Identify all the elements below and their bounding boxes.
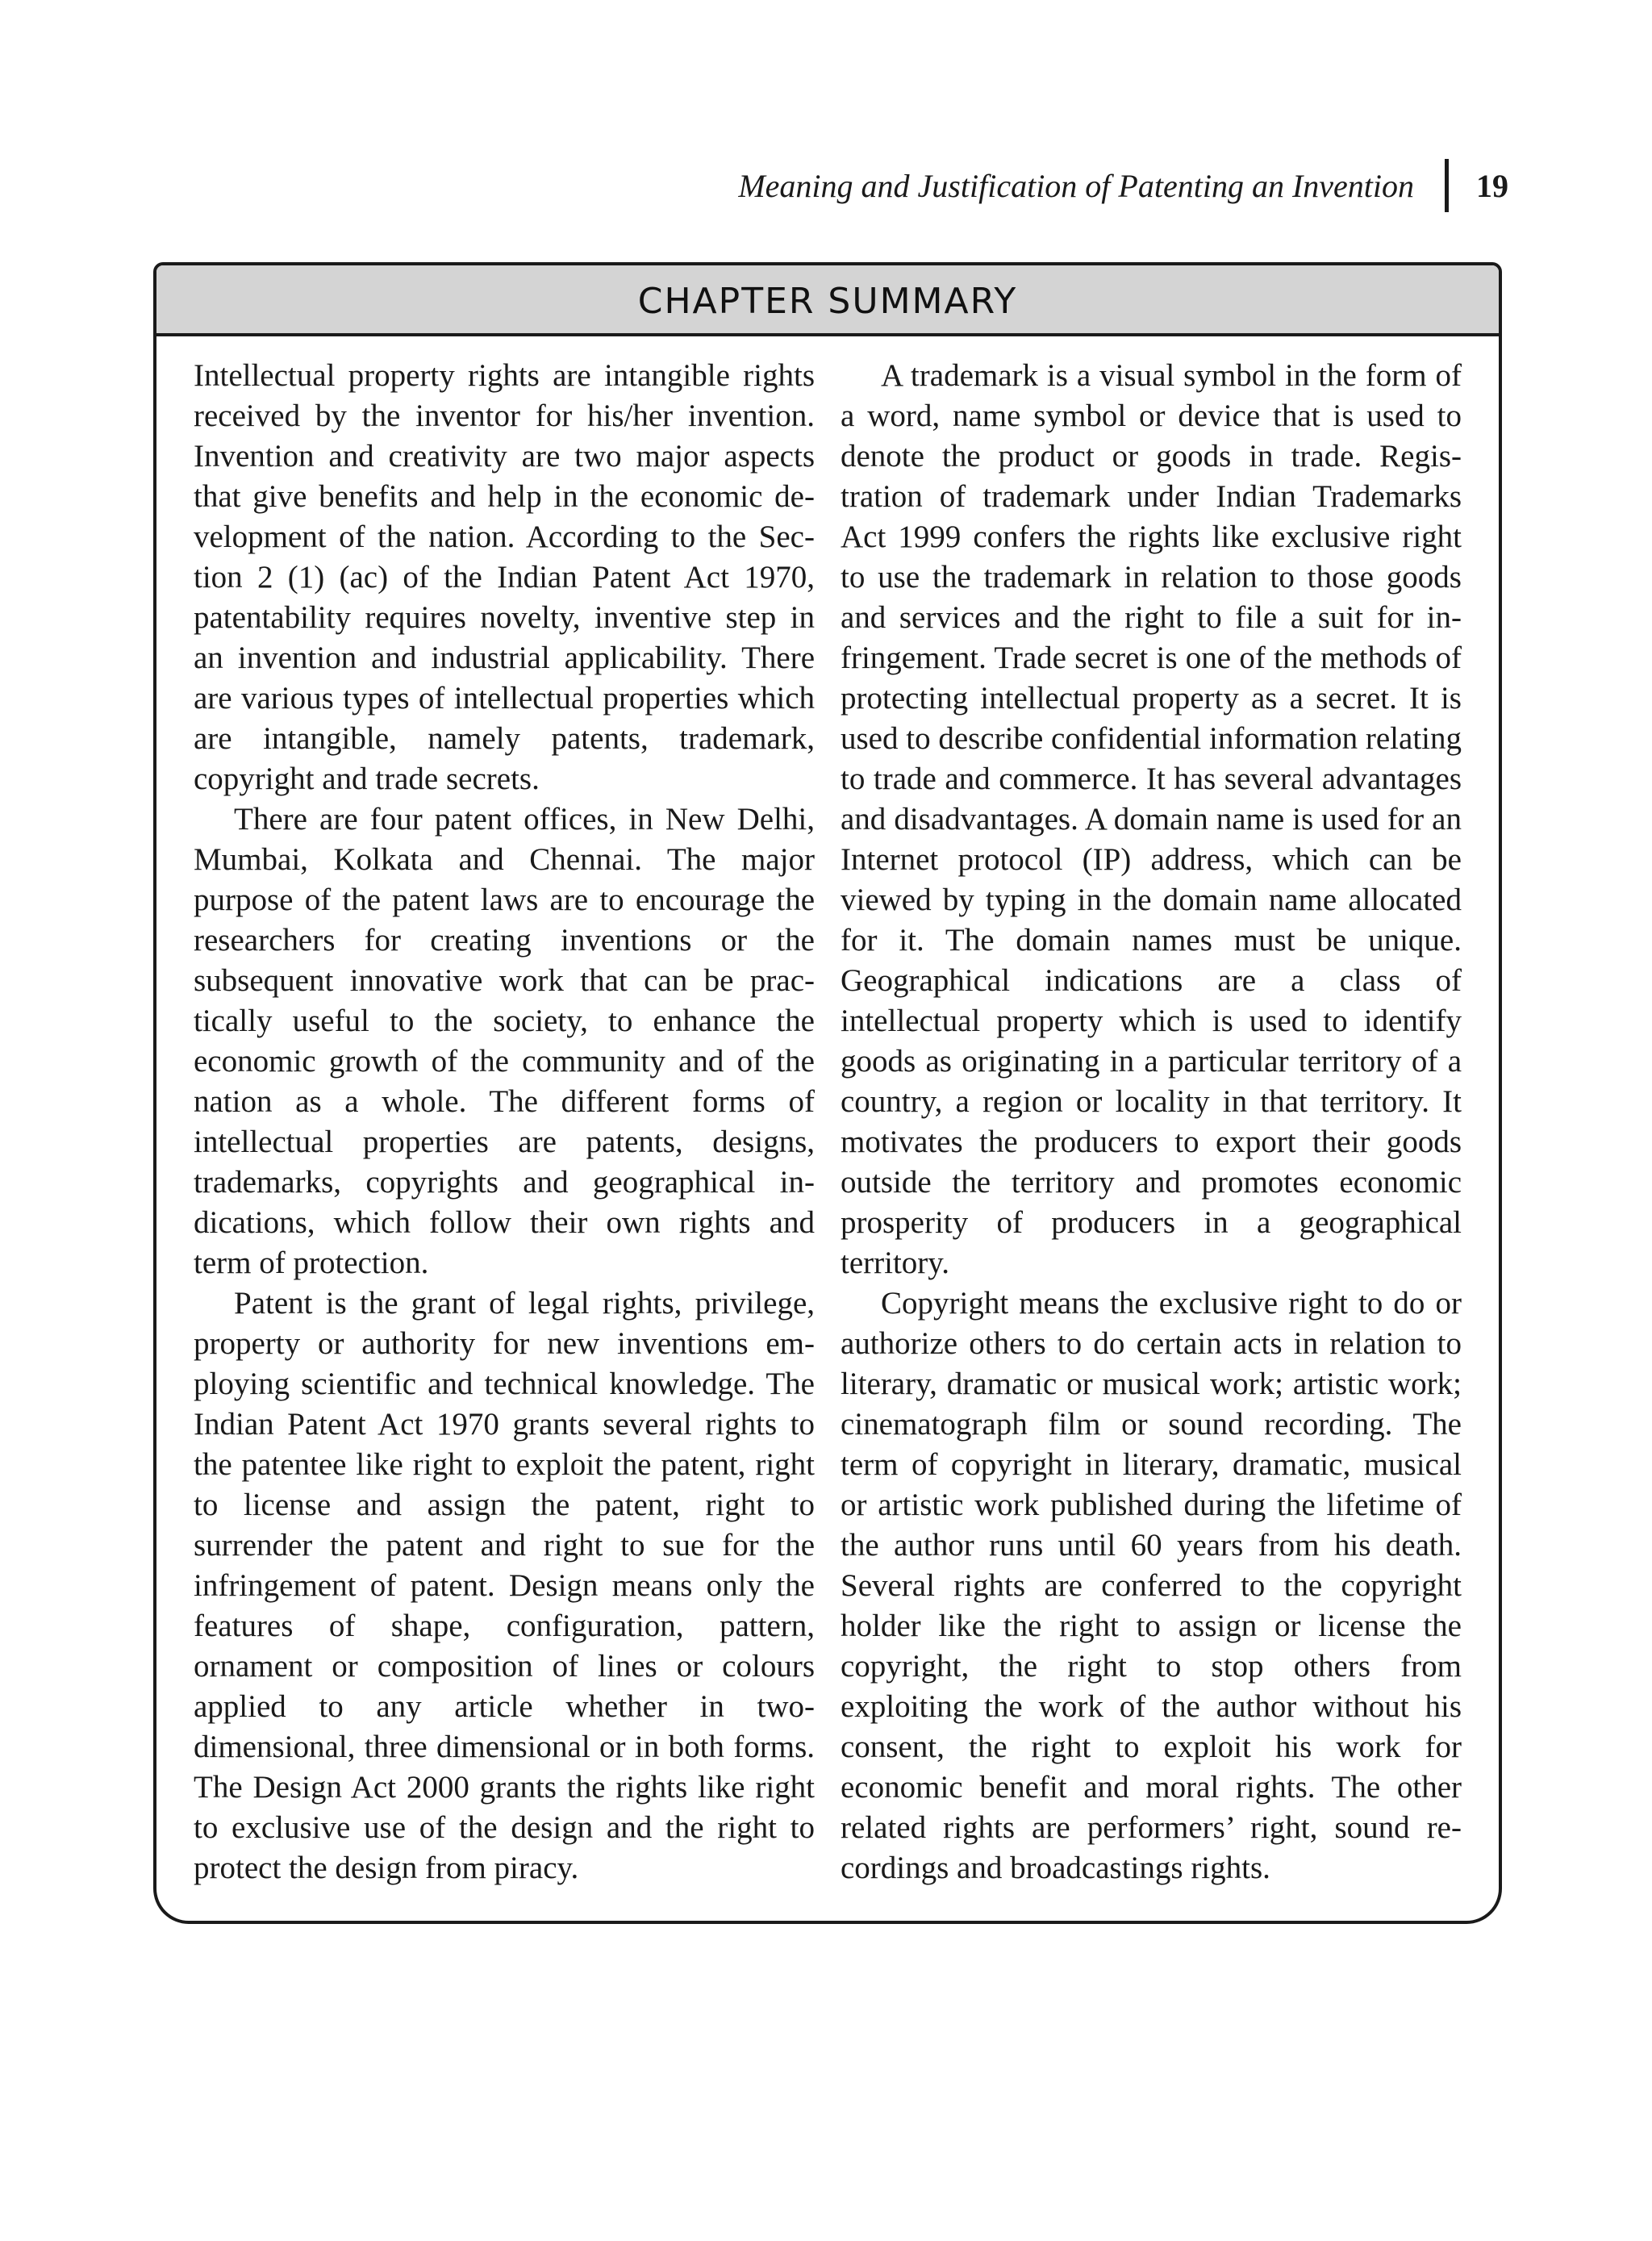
left-column	[194, 356, 815, 1888]
summary-header	[156, 265, 1499, 336]
paragraph: There are four patent offices, in New Delhi, Mumbai, Kolkata and Chennai. The major purpose of the patent laws are to encourage the researchers for creating inventions or the subsequent innovative work that can be practically useful to the society, to enhance the economic growth of the community and of the nation as a whole. The different forms of intellectual properties are patents, designs, trademarks, copyrights and geographical indications, which follow their own rights and term of protection.	[194, 802, 815, 1280]
summary-title: CHAPTER SUMMARY	[637, 280, 1018, 322]
running-title: Meaning and Justification of Patenting an Invention	[738, 167, 1414, 204]
paragraph: Intellectual property rights are intangible rights received by the inventor for his/her invention. Invention and creativity are two major aspects that give benefits and help in the economic development of the nation. According to the Section 2 (1) (ac) of the Indian Patent Act 1970, patentability requires novelty, inventive step in an invention and industrial applicability. There are various types of intellectual properties which are intangible, namely patents, trademark, copyright and trade secrets.	[194, 358, 815, 796]
header-divider	[1445, 159, 1449, 212]
paragraph: Patent is the grant of legal rights, privilege, property or authority for new inventions employing scientific and technical knowledge. The Indian Patent Act 1970 grants several rights to the patentee like right to exploit the patent, right to license and assign the patent, right to surrender the patent and right to sue for the infringement of patent. Design means only the features of shape, configuration, pattern, ornament or composition of lines or colours applied to any article whether in two-dimensional, three dimensional or in both forms. The Design Act 2000 grants the rights like right to exclusive use of the design and the right to protect the design from piracy.	[194, 1286, 815, 1885]
paragraph: Copyright means the exclusive right to do or authorize others to do certain acts in relation to literary, dramatic or musical work; artistic work; cinematograph film or sound recording. The term of copyright in literary, dramatic, musical or artistic work published during the lifetime of the author runs until 60 years from his death. Several rights are conferred to the copyright holder like the right to assign or license the copyright, the right to stop others from exploiting the work of the author without his consent, the right to exploit his work for economic benefit and moral rights. The other related rights are performers’ right, sound recordings and broadcastings rights.	[841, 1286, 1462, 1885]
paragraph: A trademark is a visual symbol in the form of a word, name symbol or device that is used to denote the product or goods in trade. Registration of trademark under Indian Trademarks Act 1999 confers the rights like exclusive right to use the trademark in relation to those goods and services and the right to file a suit for infringement. Trade secret is one of the methods of protecting intellectual property as a secret. It is used to describe confidential information relating to trade and commerce. It has several advantages and disadvantages. A domain name is used for an Internet protocol (IP) address, which can be viewed by typing in the domain name allocated for it. The domain names must be unique. Geographical indications are a class of intellectual property which is used to identify goods as originating in a particular territory of a country, a region or locality in that territory. It motivates the producers to export their goods outside the territory and promotes economic prosperity of producers in a geographical territory.	[841, 358, 1462, 1280]
summary-columns	[194, 356, 1462, 1888]
right-column	[841, 356, 1462, 1888]
running-head	[738, 160, 1508, 211]
page-number: 19	[1476, 167, 1508, 204]
chapter-summary-box	[153, 262, 1502, 1924]
